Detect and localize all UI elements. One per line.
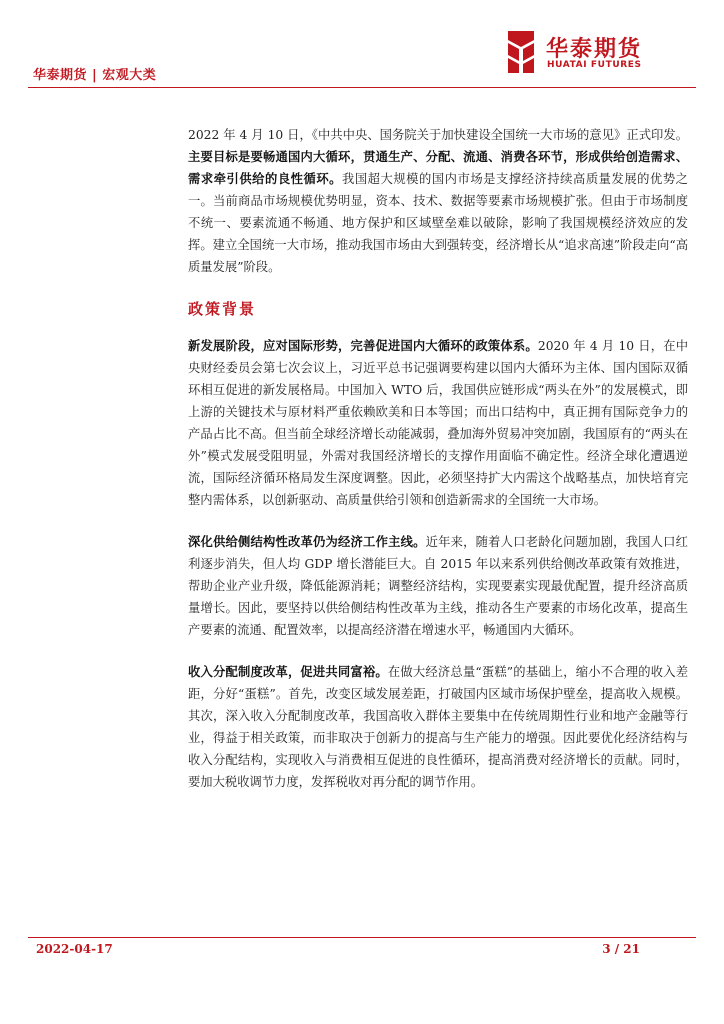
paragraph-body: 2020 年 4 月 10 日，在中央财经委员会第七次会议上，习近平总书记强调要构建以国内大循环为主体、国内国际双循环相互促进的新发展格局。中国加入 WTO 后，我国供应链形成“两头在外”的发展模式，即上游的关键技术与原材料严重依赖欧美和日本等国；而出口结构中，真正拥有国际竞争力的产品占比不高。但当前全球经济增长动能减弱，叠加海外贸易冲突加剧，我国原有的“两头在外”模式发展受阻明显，外需对我国经济增长的支撑作用面临不确定性。经济全球化遭遇逆流，国际经济循环格局发生深度调整。因此，必须坚持扩大内需这个战略基点，加快培育完整内需体系，以创新驱动、高质量供给引领和创造新需求的全国统一大市场。 bbox=[188, 339, 688, 507]
paragraph-heading: 收入分配制度改革，促进共同富裕。 bbox=[188, 664, 388, 679]
report-body bbox=[188, 124, 688, 793]
policy-paragraph bbox=[188, 531, 688, 641]
policy-paragraph bbox=[188, 661, 688, 793]
paragraph-body: 在做大经济总量“蛋糕”的基础上，缩小不合理的收入差距，分好“蛋糕”。首先，改变区域发展差距，打破国内区域市场保护壁垒，提高收入规模。其次，深入收入分配制度改革，我国高收入群体主要集中在传统周期性行业和地产金融等行业，得益于相关政策，而非取决于创新力的提高与生产能力的增强。因此要优化经济结构与收入分配结构，实现收入与消费相互促进的良性循环，提高消费对经济增长的贡献。同时，要加大税收调节力度，发挥税收对再分配的调节作用。 bbox=[188, 665, 688, 789]
intro-text-2: 我国超大规模的国内市场是支撑经济持续高质量发展的优势之一。当前商品市场规模优势明显，资本、技术、数据等要素市场规模扩张。但由于市场制度不统一、要素流通不畅通、地方保护和区域壁垒难以破除，影响了我国规模经济效应的发挥。建立全国统一大市场，推动我国市场由大到强转变，经济增长从“追求高速”阶段走向“高质量发展”阶段。 bbox=[188, 172, 688, 274]
policy-paragraph bbox=[188, 335, 688, 511]
report-date: 2022-04-17 bbox=[36, 942, 113, 956]
paragraph-heading: 新发展阶段，应对国际形势，完善促进国内大循环的政策体系。 bbox=[188, 338, 538, 353]
paragraph-body: 近年来，随着人口老龄化问题加剧，我国人口红利逐步消失，但人均 GDP 增长潜能巨大。自 2015 年以来系列供给侧改革政策有效推进，帮助企业产业升级，降低能源消耗；调整经济结构，实现要素实现最优配置，提升经济高质量增长。因此，要坚持以供给侧结构性改革为主线，推动各生产要素的市场化改革，提高生产要素的流通、配置效率，以提高经济潜在增速水平，畅通国内大循环。 bbox=[188, 535, 688, 637]
page-number: 3 / 21 bbox=[602, 942, 640, 956]
huatai-logo bbox=[504, 31, 694, 75]
intro-paragraph bbox=[188, 124, 688, 278]
header-divider bbox=[28, 87, 696, 88]
logo-english-name: HUATAI FUTURES bbox=[547, 60, 642, 70]
section-title: 政策背景 bbox=[188, 300, 257, 318]
footer-divider bbox=[28, 937, 696, 938]
huatai-logo-mark-icon bbox=[504, 31, 538, 73]
logo-chinese-name: 华泰期货 bbox=[546, 37, 643, 62]
intro-bold-text: 主要目标是要畅通国内大循环，贯通生产、分配、流通、消费各环节，形成供给创造需求、需求牵引供给的良性循环。 bbox=[188, 149, 688, 186]
header-section-label: 华泰期货 | 宏观大类 bbox=[33, 68, 157, 83]
intro-text-1: 2022 年 4 月 10 日，《中共中央、国务院关于加快建设全国统一大市场的意见》正式印发。 bbox=[188, 128, 688, 142]
paragraph-heading: 深化供给侧结构性改革仍为经济工作主线。 bbox=[188, 534, 426, 549]
